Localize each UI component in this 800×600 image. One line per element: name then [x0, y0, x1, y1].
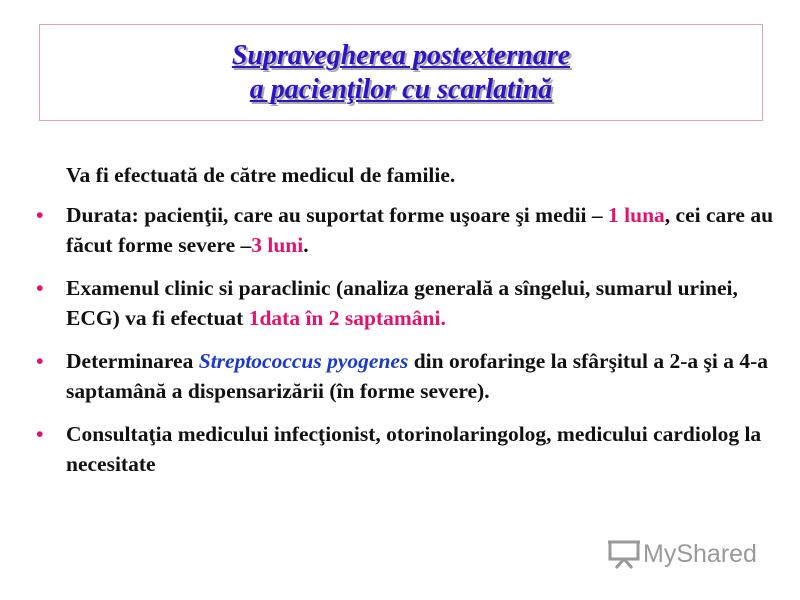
bullet-icon: • — [36, 349, 44, 373]
bullet-icon: • — [36, 276, 44, 300]
bullet-item-consultation — [36, 419, 786, 479]
presentation-icon — [607, 539, 641, 569]
bullet-icon: • — [36, 422, 44, 446]
bullet-list — [36, 200, 786, 479]
consultation-text: Consultaţia medicului infecţionist, otorinolaringolog, medicului cardiolog la necesitate — [66, 422, 762, 476]
bullet-item-exam — [36, 273, 786, 333]
exam-text: Examenul clinic si paraclinic (analiza generală a sîngelui, sumarul urinei, ECG) va fi efectuat — [66, 276, 738, 330]
bullet-icon: • — [36, 203, 44, 227]
duration-text-3: . — [303, 233, 309, 257]
logo-prefix: My — [643, 539, 677, 568]
logo-tail: ared — [706, 539, 757, 568]
exam-highlight: 1data în 2 saptamâni. — [248, 306, 446, 330]
strep-text-2: din orofaringe la sfârşitul a 2-a şi a 4-a saptamână a dispensarizării (în forme severe). — [66, 349, 769, 403]
slide-content — [36, 160, 786, 492]
slide-title-line-1: Supravegherea postexternare — [231, 40, 571, 71]
strep-species: Streptococcus pyogenes — [198, 349, 409, 373]
title-box — [39, 24, 763, 121]
bullet-item-streptococcus — [36, 346, 786, 406]
duration-highlight-1: 1 luna — [608, 203, 665, 227]
duration-text-2: , cei care au făcut forme severe – — [66, 203, 774, 257]
duration-text-1: Durata: pacienţii, care au suportat forme uşoare şi medii – — [66, 203, 609, 227]
bullet-item-duration — [36, 200, 786, 260]
slide-title-line-2: a pacienţilor cu scarlatină — [249, 74, 553, 105]
intro-text: Va fi efectuată de către medicul de familie. — [66, 163, 456, 187]
strep-text-1: Determinarea — [66, 349, 199, 373]
logo-suffix: Sh — [676, 539, 707, 568]
myshared-logo — [607, 537, 757, 571]
duration-highlight-2: 3 luni — [251, 233, 304, 257]
